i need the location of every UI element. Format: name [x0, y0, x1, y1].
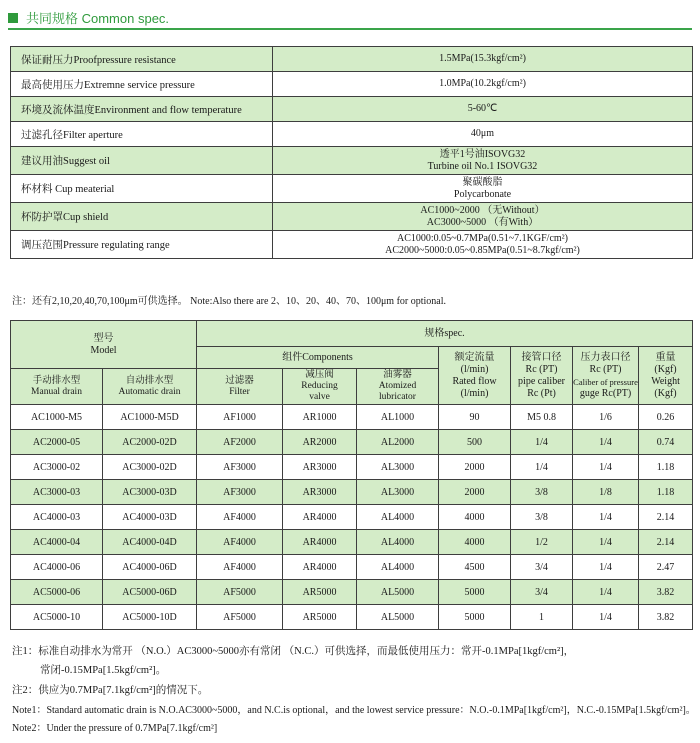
footnote-en-2: Note2：Under the pressure of 0.7MPa[7.1kgf/cm²] [12, 723, 218, 734]
model-row [11, 605, 693, 630]
spec-value-secondary: Turbine oil No.1 ISOVG32 [427, 160, 538, 172]
port-size: 3/4 [511, 555, 573, 580]
common-spec-table [10, 46, 693, 259]
port-size: 1/2 [511, 530, 573, 555]
gauge-header-en: Caliber of pressure [573, 376, 638, 387]
regulator-model: AR5000 [283, 580, 357, 605]
auto-drain-model: AC1000-M5D [103, 405, 197, 430]
spec-value-cell [273, 203, 693, 231]
spec-row [11, 147, 693, 175]
auto-drain-cn: 自动排水型 [125, 375, 174, 386]
spec-value-cell [273, 72, 693, 97]
model-row [11, 455, 693, 480]
spec-label: 杯材料 Cup meaterial [11, 175, 273, 203]
rated-flow: 4000 [439, 505, 511, 530]
weight: 1.18 [639, 455, 693, 480]
weight: 3.82 [639, 605, 693, 630]
spec-row [11, 175, 693, 203]
spec-value: AC1000~2000 （无Without） [420, 204, 545, 216]
port-header-cn: 接管口径 [521, 351, 562, 363]
model-row [11, 555, 693, 580]
model-row [11, 580, 693, 605]
rated-flow: 4500 [439, 555, 511, 580]
auto-drain-model: AC4000-06D [103, 555, 197, 580]
manual-drain-model: AC2000-05 [11, 430, 103, 455]
lubricator-model: AL5000 [357, 605, 439, 630]
auto-drain-model: AC4000-04D [103, 530, 197, 555]
lubricator-model: AL4000 [357, 505, 439, 530]
spec-label: 建议用油Suggest oil [11, 147, 273, 175]
model-row [11, 505, 693, 530]
rated-flow: 2000 [439, 480, 511, 505]
filter-model: AF4000 [197, 530, 283, 555]
gauge-port: 1/4 [573, 605, 639, 630]
flow-header-unit: (l/min) [460, 363, 489, 375]
weight-header-cn: 重量 [655, 351, 676, 363]
spec-value-cell [273, 97, 693, 122]
rated-flow: 4000 [439, 530, 511, 555]
lubricator-model: AL2000 [357, 430, 439, 455]
spec-value-secondary: AC3000~5000 （有With） [426, 216, 539, 228]
flow-header-unit2: (l/min) [460, 387, 489, 399]
regulator-en1: Reducing [301, 381, 338, 391]
regulator-model: AR4000 [283, 530, 357, 555]
regulator-header [283, 369, 357, 405]
lubricator-model: AL3000 [357, 480, 439, 505]
footnote-cn-2: 注2：供应为0.7MPa[7.1kgf/cm²]的情况下。 [12, 685, 209, 696]
spec-value: 1.0MPa(10.2kgf/cm²) [439, 78, 526, 89]
spec-row [11, 47, 693, 72]
components-header: 组件Components [197, 347, 439, 369]
spec-value-cell [273, 147, 693, 175]
model-header [11, 321, 197, 369]
lubricator-header [357, 369, 439, 405]
port-size: 1/4 [511, 455, 573, 480]
port-size: 1/4 [511, 430, 573, 455]
port-size: 3/4 [511, 580, 573, 605]
manual-drain-model: AC4000-04 [11, 530, 103, 555]
spec-value: 5-60℃ [467, 103, 498, 114]
model-header-en: Model [90, 344, 117, 356]
spec-row [11, 97, 693, 122]
gauge-port: 1/4 [573, 580, 639, 605]
auto-drain-en: Automatic drain [118, 386, 181, 397]
port-header [511, 347, 573, 405]
lubricator-cn: 油雾器 [383, 370, 412, 380]
spec-value-cell [273, 231, 693, 259]
filter-model: AF5000 [197, 605, 283, 630]
regulator-cn: 减压阀 [305, 370, 334, 380]
rated-flow: 5000 [439, 580, 511, 605]
regulator-en2: valve [309, 392, 330, 402]
section-title: 共同规格 Common spec. [26, 11, 170, 26]
spec-label: 保证耐压力Proofpressure resistance [11, 47, 273, 72]
manual-drain-model: AC5000-06 [11, 580, 103, 605]
auto-drain-model: AC5000-10D [103, 605, 197, 630]
gauge-port: 1/4 [573, 505, 639, 530]
model-header-cn: 型号 [93, 332, 114, 344]
spec-label: 环境及流体温度Environment and flow temperature [11, 97, 273, 122]
weight: 0.26 [639, 405, 693, 430]
weight-header-en: Weight [651, 375, 680, 387]
flow-header-cn: 额定流量 [454, 351, 495, 363]
port-size: 3/8 [511, 505, 573, 530]
filter-en: Filter [229, 386, 250, 397]
regulator-model: AR1000 [283, 405, 357, 430]
spec-label: 最高使用压力Extremne service pressure [11, 72, 273, 97]
lubricator-model: AL1000 [357, 405, 439, 430]
manual-drain-cn: 手动排水型 [32, 375, 81, 386]
manual-drain-header [11, 369, 103, 405]
gauge-port: 1/4 [573, 430, 639, 455]
auto-drain-model: AC5000-06D [103, 580, 197, 605]
gauge-header-cn: 压力表口径 [580, 351, 631, 363]
regulator-model: AR4000 [283, 555, 357, 580]
manual-drain-en: Manual drain [31, 386, 82, 397]
rated-flow: 5000 [439, 605, 511, 630]
spec-value-secondary: Polycarbonate [453, 188, 512, 200]
lubricator-model: AL4000 [357, 555, 439, 580]
model-row [11, 430, 693, 455]
weight: 1.18 [639, 480, 693, 505]
spec-value: 1.5MPa(15.3kgf/cm²) [439, 53, 526, 64]
port-size: 3/8 [511, 480, 573, 505]
filter-cn: 过滤器 [225, 375, 254, 386]
section-header [8, 8, 169, 27]
regulator-model: AR5000 [283, 605, 357, 630]
weight-header [639, 347, 693, 405]
weight-header-unit2: (Kgf) [654, 387, 677, 399]
model-spec-table [10, 320, 693, 630]
weight: 2.14 [639, 530, 693, 555]
flow-header-en: Rated flow [452, 375, 497, 387]
header-divider [8, 28, 692, 30]
spec-value-cell [273, 47, 693, 72]
port-header-rc2: Rc (Pt) [527, 387, 556, 399]
lubricator-en1: Atomized [378, 381, 417, 391]
spec-value: AC1000:0.05~0.7MPa(0.51~7.1KGF/cm²) [396, 232, 569, 244]
filter-header [197, 369, 283, 405]
manual-drain-model: AC5000-10 [11, 605, 103, 630]
spec-row [11, 122, 693, 147]
manual-drain-model: AC3000-02 [11, 455, 103, 480]
footnote-en-1: Note1：Standard automatic drain is N.O.AC3000~5000，and N.C.is optional，and the lowest service pressure：N.O.-0.1MPa[1kgf/cm²]，N.C.-0.15MPa[1.5kgf/cm²]。 [12, 705, 696, 716]
lubricator-model: AL4000 [357, 530, 439, 555]
port-header-rc: Rc (PT) [525, 363, 558, 375]
filter-model: AF1000 [197, 405, 283, 430]
regulator-model: AR3000 [283, 455, 357, 480]
spec-label: 调压范围Pressure regulating range [11, 231, 273, 259]
rated-flow: 2000 [439, 455, 511, 480]
auto-drain-model: AC2000-02D [103, 430, 197, 455]
regulator-model: AR2000 [283, 430, 357, 455]
gauge-header [573, 347, 639, 405]
footnote-cn-1b: 常闭-0.15MPa[1.5kgf/cm²]。 [40, 665, 167, 676]
spec-header: 规格spec. [197, 321, 693, 347]
manual-drain-model: AC4000-06 [11, 555, 103, 580]
square-bullet-icon [8, 13, 18, 23]
gauge-port: 1/6 [573, 405, 639, 430]
weight-header-unit: (Kgf) [654, 363, 677, 375]
weight: 2.47 [639, 555, 693, 580]
filter-model: AF4000 [197, 505, 283, 530]
gauge-port: 1/4 [573, 555, 639, 580]
gauge-port: 1/4 [573, 530, 639, 555]
spec-note: 注：还有2,10,20,40,70,100μm可供选择。 Note:Also there are 2、10、20、40、70、100μm for optional. [12, 296, 447, 307]
model-row [11, 480, 693, 505]
lubricator-en2: lubricator [379, 392, 416, 402]
rated-flow: 500 [439, 430, 511, 455]
regulator-model: AR3000 [283, 480, 357, 505]
manual-drain-model: AC3000-03 [11, 480, 103, 505]
spec-value-cell [273, 175, 693, 203]
filter-model: AF3000 [197, 480, 283, 505]
auto-drain-model: AC3000-02D [103, 455, 197, 480]
spec-value: 40μm [470, 128, 495, 139]
gauge-port: 1/4 [573, 455, 639, 480]
auto-drain-model: AC3000-03D [103, 480, 197, 505]
flow-header [439, 347, 511, 405]
spec-label: 过滤孔径Filter aperture [11, 122, 273, 147]
spec-value: 透平1号油ISOVG32 [439, 148, 526, 160]
spec-row [11, 203, 693, 231]
model-row [11, 530, 693, 555]
weight: 2.14 [639, 505, 693, 530]
footnote-cn-1a: 注1：标准自动排水为常开 （N.O.）AC3000~5000亦有常闭 （N.C.）可供选择，而最低使用压力：常开-0.1MPa[1kgf/cm²]， [12, 646, 575, 657]
model-row [11, 405, 693, 430]
spec-value-cell [273, 122, 693, 147]
spec-row [11, 72, 693, 97]
auto-drain-header [103, 369, 197, 405]
manual-drain-model: AC4000-03 [11, 505, 103, 530]
filter-model: AF5000 [197, 580, 283, 605]
filter-model: AF3000 [197, 455, 283, 480]
weight: 0.74 [639, 430, 693, 455]
filter-model: AF2000 [197, 430, 283, 455]
spec-label: 杯防护罩Cup shield [11, 203, 273, 231]
port-size: M5 0.8 [511, 405, 573, 430]
auto-drain-model: AC4000-03D [103, 505, 197, 530]
weight: 3.82 [639, 580, 693, 605]
manual-drain-model: AC1000-M5 [11, 405, 103, 430]
rated-flow: 90 [439, 405, 511, 430]
spec-value: 聚碳酸脂 [462, 176, 503, 188]
lubricator-model: AL3000 [357, 455, 439, 480]
filter-model: AF4000 [197, 555, 283, 580]
gauge-header-rc: Rc (PT) [589, 363, 622, 375]
lubricator-model: AL5000 [357, 580, 439, 605]
port-header-en: pipe caliber [518, 375, 565, 387]
spec-value-secondary: AC2000~5000:0.05~0.85MPa(0.51~8.7kgf/cm²) [385, 244, 580, 256]
port-size: 1 [511, 605, 573, 630]
gauge-port: 1/8 [573, 480, 639, 505]
regulator-model: AR4000 [283, 505, 357, 530]
gauge-header-en2: guge Rc(PT) [579, 387, 632, 399]
spec-row [11, 231, 693, 259]
